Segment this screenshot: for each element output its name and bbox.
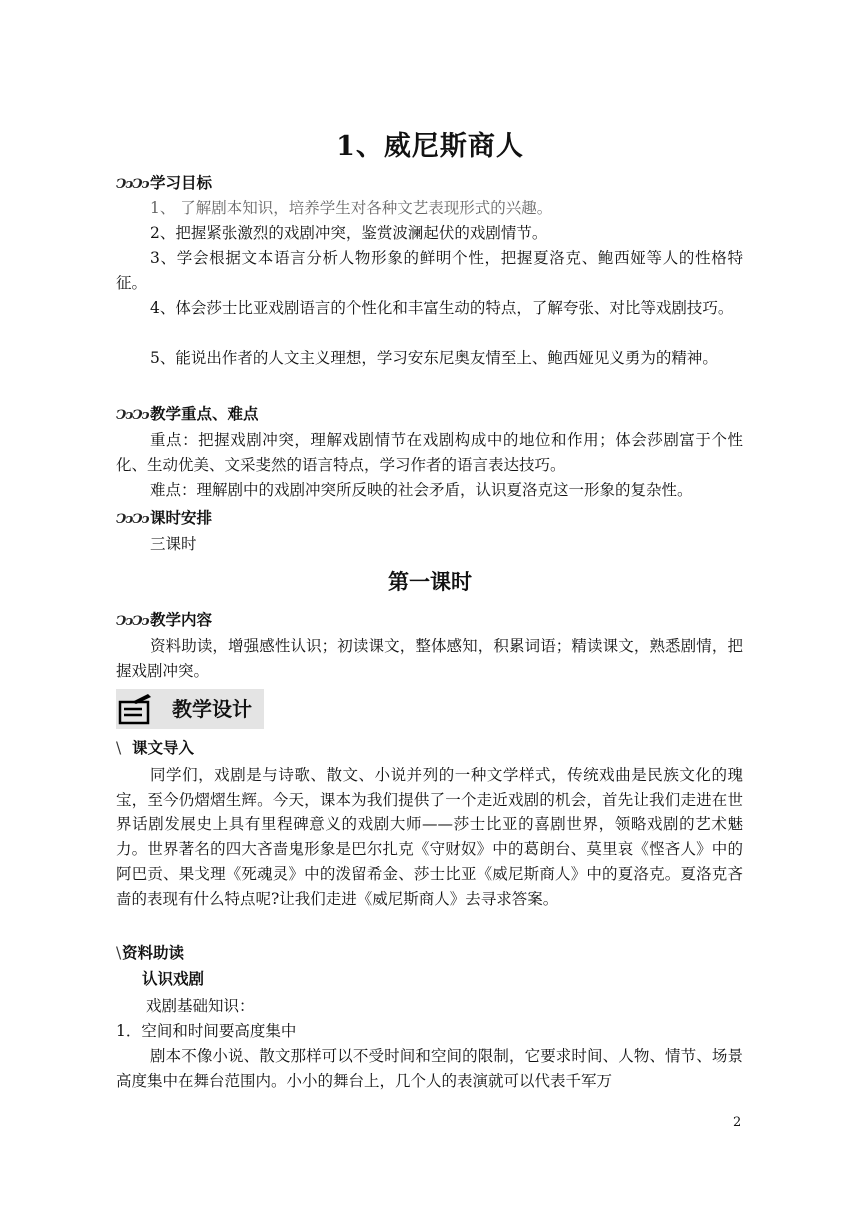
bracket-mark-icon: \ <box>116 739 122 757</box>
goal-item-2: 2、把握紧张激烈的戏剧冲突，鉴赏波澜起伏的戏剧情节。 <box>150 224 548 242</box>
ornament-icon: ↃↄↃↄ <box>116 614 149 629</box>
section-heading-content <box>116 610 212 632</box>
reading-heading <box>116 943 184 963</box>
lesson-title: 第一课时 <box>388 569 472 594</box>
section-heading-label: 教学重点、难点 <box>150 404 259 423</box>
key-point-difficulty: 难点：理解剧中的戏剧冲突所反映的社会矛盾，认识夏洛克这一形象的复杂性。 <box>150 481 693 499</box>
intro-text: 同学们，戏剧是与诗歌、散文、小说并列的一种文学样式，传统戏曲是民族文化的瑰宝，至今仍熠熠生辉。今天，课本为我们提供了一个走近戏剧的机会，首先让我们走进在世界话剧发展史上具有里程碑意义的戏剧大师——莎士比亚的喜剧世界，领略戏剧的艺术魅力。世界著名的四大吝啬鬼形象是巴尔扎克《守财奴》中的葛朗台、莫里哀《悭吝人》中的阿巴贡、果戈理《死魂灵》中的泼留希金、莎士比亚《威尼斯商人》中的夏洛克。夏洛克吝啬的表现有什么特点呢?让我们走进《威尼斯商人》去寻求答案。 <box>116 766 743 908</box>
section-heading-schedule <box>116 508 212 530</box>
point-1 <box>116 1019 743 1044</box>
document-title: 1、威尼斯商人 <box>336 131 524 162</box>
intro-heading <box>116 738 194 758</box>
section-heading-label: 学习目标 <box>150 173 213 192</box>
key-point-focus: 重点：把握戏剧冲突，理解戏剧情节在戏剧构成中的地位和作用；体会莎剧富于个性化、生动优美、文采斐然的语言特点，学习作者的语言表达技巧。 <box>116 431 743 474</box>
reading-heading-label: 资料助读 <box>122 943 185 962</box>
section-heading-key-points <box>116 404 259 426</box>
section-heading-goals <box>116 173 212 195</box>
notepad-pen-icon <box>118 693 152 725</box>
page-number: 2 <box>733 1115 742 1130</box>
goal-item-5: 5、能说出作者的人文主义理想，学习安东尼奥友情至上、鲍西娅见义勇为的精神。 <box>150 349 718 367</box>
design-label: 教学设计 <box>172 697 252 721</box>
drama-basics: 戏剧基础知识： <box>146 997 255 1015</box>
ornament-icon: ↃↄↃↄ <box>116 512 149 527</box>
ornament-icon: ↃↄↃↄ <box>116 177 149 192</box>
content-text: 资料助读，增强感性认识；初读课文，整体感知，积累词语；精读课文，熟悉剧情，把握戏剧冲突。 <box>116 637 743 680</box>
schedule-text: 三课时 <box>150 535 197 553</box>
ornament-icon: ↃↄↃↄ <box>116 408 149 423</box>
goal-item-3: 3、学会根据文本语言分析人物形象的鲜明个性，把握夏洛克、鲍西娅等人的性格特征。 <box>116 249 743 292</box>
goal-item-1: 1、 了解剧本知识，培养学生对各种文艺表现形式的兴趣。 <box>150 199 553 217</box>
point-1-text: 剧本不像小说、散文那样可以不受时间和空间的限制，它要求时间、人物、情节、场景高度集中在舞台范围内。小小的舞台上，几个人的表演就可以代表千军万 <box>116 1047 743 1090</box>
point-1-label: 1． <box>116 1022 142 1040</box>
design-banner <box>116 689 264 729</box>
bracket-mark-icon: \ <box>116 944 122 962</box>
section-heading-label: 教学内容 <box>150 610 213 629</box>
goal-item-4: 4、体会莎士比亚戏剧语言的个性化和丰富生动的特点，了解夸张、对比等戏剧技巧。 <box>150 299 734 317</box>
drama-heading: 认识戏剧 <box>142 969 205 988</box>
point-1-title: 空间和时间要高度集中 <box>141 1022 297 1040</box>
intro-heading-label: 课文导入 <box>132 738 195 757</box>
section-heading-label: 课时安排 <box>150 508 213 527</box>
